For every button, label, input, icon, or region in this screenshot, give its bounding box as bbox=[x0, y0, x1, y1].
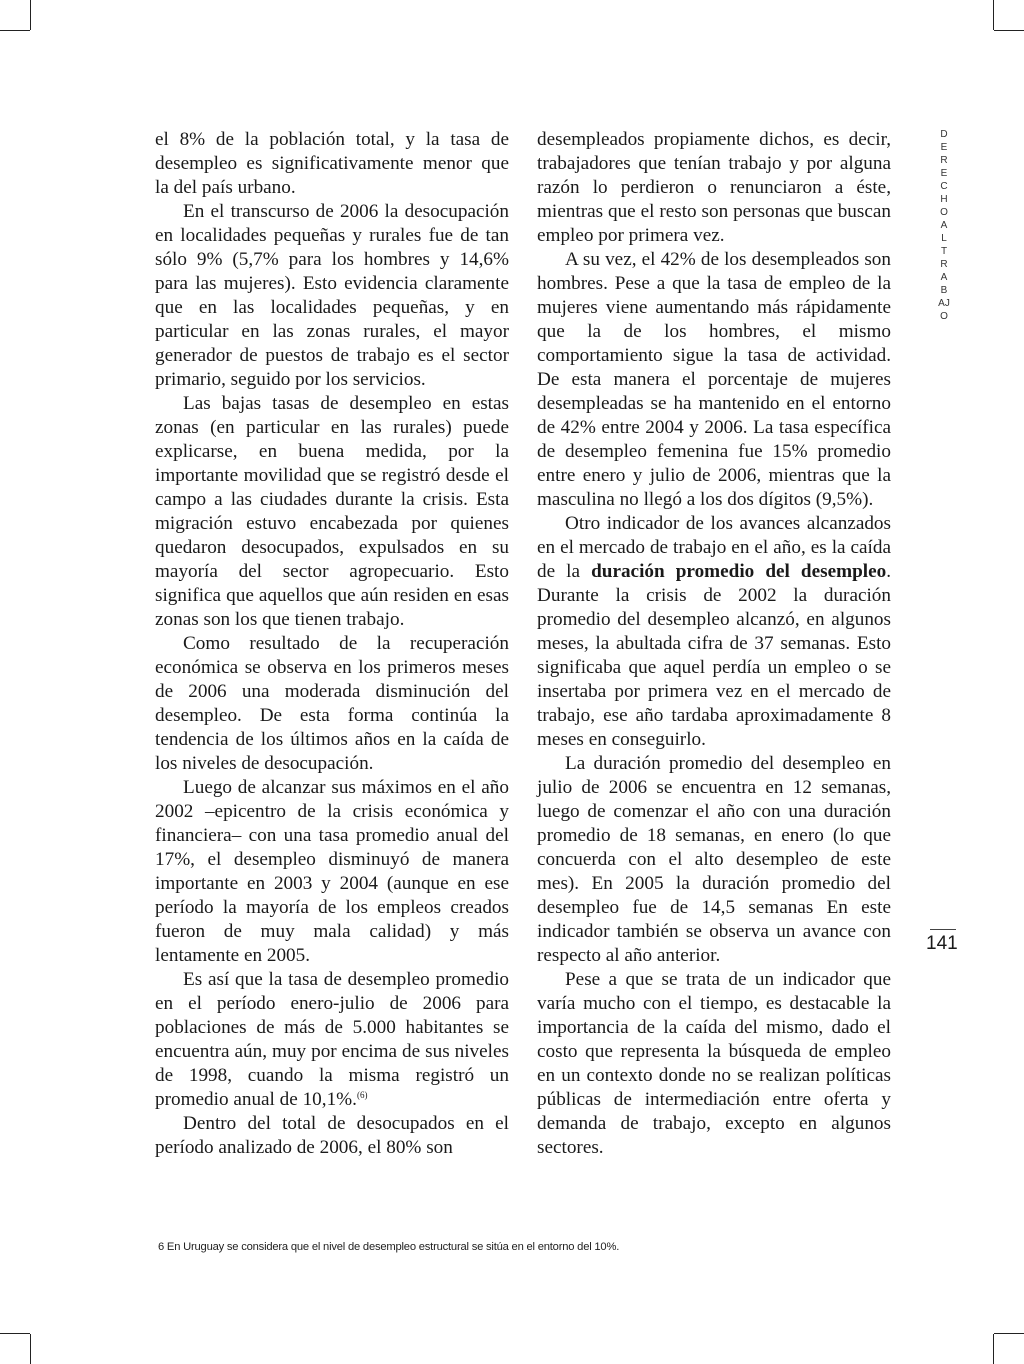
paragraph: A su vez, el 42% de los desempleados son hombres. Pese a que la tasa de empleo de la mujeres viene aumentando más rápidamente que la de los hombres, el mismo comportamiento sigue la tasa de actividad. De esta manera el porcentaje de mujeres desempleadas se ha mantenido en el entorno de 42% entre 2004 y 2006. La tasa específica de desempleo femenina fue 15% promedio entre enero y julio de 2006, mientras que la masculina no llegó a los dos dígitos (9,5%). bbox=[537, 249, 891, 510]
emphasized-term: duración promedio del desempleo bbox=[591, 561, 887, 582]
crop-mark-top-right-v bbox=[993, 0, 994, 30]
crop-mark-bottom-right-v bbox=[993, 1334, 994, 1364]
page-number-rule bbox=[930, 929, 956, 930]
paragraph: Pese a que se trata de un indicador que varía mucho con el tiempo, es destacable la importancia de la caída del mismo, dado el costo que representa la búsqueda de empleo en un contexto donde no se realizan políticas públicas de intermediación entre oferta y demanda de trabajo, excepto en algunos sectores. bbox=[537, 969, 891, 1158]
paragraph-text: . Durante la crisis de 2002 la duración promedio del desempleo alcanzó, en algunos meses, la abultada cifra de 37 semanas. Esto significaba que aquel perdía un empleo o se insertaba por primera vez en el mercado de trabajo, ese año tardaba aproximadamente 8 meses en conseguirlo. bbox=[537, 561, 891, 750]
page-number: 141 bbox=[926, 933, 958, 954]
paragraph-text: Otro indicador de los avances alcanzados en el mercado de trabajo en el año, es la caída de la bbox=[537, 513, 891, 582]
paragraph: desempleados propiamente dichos, es decir, trabajadores que tenían trabajo y por alguna razón lo perdieron o renunciaron a éste, mientras que el resto son personas que buscan empleo por primera vez. bbox=[537, 129, 891, 246]
crop-mark-bottom-right-h bbox=[994, 1333, 1024, 1334]
left-text-column bbox=[155, 128, 509, 1160]
paragraph: Como resultado de la recuperación económica se observa en los primeros meses de 2006 una moderada disminución del desempleo. De esta forma continúa la tendencia de los últimos años en la caída de los niveles de desocupación. bbox=[155, 633, 509, 774]
crop-mark-bottom-left-v bbox=[30, 1334, 31, 1364]
footnote: 6 En Uruguay se considera que el nivel de desempleo estructural se sitúa en el entorno del 10%. bbox=[158, 1241, 620, 1253]
paragraph-with-note bbox=[155, 968, 509, 1112]
paragraph: Las bajas tasas de desempleo en estas zonas (en particular en las rurales) puede explicarse, en buena medida, por la importante movilidad que se registró desde el campo a las ciudades durante la crisis. Esta migración estuvo encabezada por quienes quedaron desocupados, expulsados en su mayoría del sector agropecuario. Esto significa que aquellos que aún residen en esas zonas son los que tienen trabajo. bbox=[155, 393, 509, 630]
running-head: DERECHO AL TRABAJO bbox=[938, 129, 950, 322]
crop-mark-top-left-v bbox=[30, 0, 31, 30]
right-text-column bbox=[537, 128, 891, 1160]
crop-mark-bottom-left-h bbox=[0, 1333, 30, 1334]
crop-mark-top-right-h bbox=[994, 30, 1024, 31]
paragraph-with-emphasis bbox=[537, 512, 891, 752]
paragraph: En el transcurso de 2006 la desocupación en localidades pequeñas y rurales fue de tan sólo 9% (5,7% para los hombres y 14,6% para las mujeres). Esto evidencia claramente que en las localidades pequeñas, y en particular en las zonas rurales, el mayor generador de puestos de trabajo es el sector primario, seguido por los servicios. bbox=[155, 201, 509, 390]
footnote-reference: (6) bbox=[356, 1090, 368, 1100]
paragraph: Luego de alcanzar sus máximos en el año 2002 –epicentro de la crisis económica y financiera– con una tasa promedio anual del 17%, el desempleo disminuyó de manera importante en 2003 y 2004 (aunque en ese período la mayoría de los empleos creados fueron de muy mala calidad) y más lentamente en 2005. bbox=[155, 777, 509, 966]
paragraph: el 8% de la población total, y la tasa de desempleo es significativamente menor que la del país urbano. bbox=[155, 129, 509, 198]
crop-mark-top-left-h bbox=[0, 30, 30, 31]
paragraph: La duración promedio del desempleo en julio de 2006 se encuentra en 12 semanas, luego de comenzar el año con una duración promedio de 18 semanas, en enero (lo que concuerda con el alto desempleo de este mes). En 2005 la duración promedio del desempleo fue de 14,5 semanas En este indicador también se observa un avance con respecto al año anterior. bbox=[537, 753, 891, 966]
paragraph: Dentro del total de desocupados en el período analizado de 2006, el 80% son bbox=[155, 1113, 509, 1158]
paragraph-text: Es así que la tasa de desempleo promedio en el período enero-julio de 2006 para poblaciones de más de 5.000 habitantes se encuentra aún, muy por encima de sus niveles de 1998, cuando la misma registró un promedio anual de 10,1%. bbox=[155, 969, 509, 1110]
